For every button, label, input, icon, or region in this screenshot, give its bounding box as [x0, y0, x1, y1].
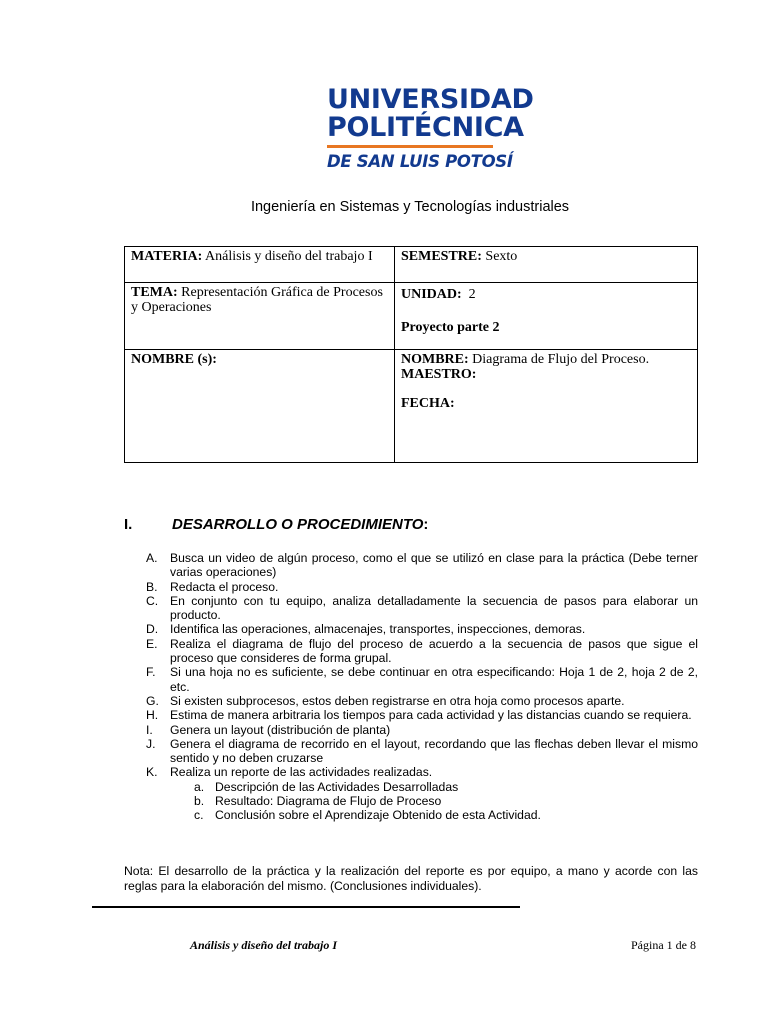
step-text: Realiza el diagrama de flujo del proceso de acuerdo a la secuencia de pasos que sigue el proceso que consideres de forma grupal.	[170, 636, 698, 666]
step-marker: E.	[146, 636, 158, 651]
list-item	[146, 594, 698, 623]
step-marker: B.	[146, 579, 158, 594]
step-text: Estima de manera arbitraria los tiempos para cada actividad y las distancias cuando se requiera.	[170, 708, 692, 723]
logo-orange-bar	[327, 145, 493, 148]
semestre-value: Sexto	[485, 249, 518, 264]
step-marker: D.	[146, 622, 159, 637]
nombre-maestro-cell	[395, 350, 698, 463]
list-item	[146, 665, 698, 694]
unidad-value: 2	[468, 287, 476, 302]
info-table	[124, 246, 698, 463]
step-marker: K.	[146, 765, 158, 780]
step-marker: C.	[146, 593, 159, 608]
substep-text: Conclusión sobre el Aprendizaje Obtenido de esta Actividad.	[215, 808, 541, 823]
materia-value: Análisis y diseño del trabajo I	[205, 249, 373, 264]
table-row	[125, 350, 698, 463]
list-item	[146, 694, 698, 708]
step-text: En conjunto con tu equipo, analiza detalladamente la secuencia de pasos para elaborar un producto.	[170, 593, 698, 623]
section-heading	[124, 516, 428, 533]
step-marker: I.	[146, 722, 153, 737]
semestre-label: SEMESTRE:	[401, 249, 482, 264]
table-row	[125, 283, 698, 350]
list-item	[146, 765, 698, 822]
substep-marker: a.	[194, 779, 205, 794]
list-item	[146, 723, 698, 737]
maestro-label: MAESTRO:	[401, 367, 477, 382]
step-marker: J.	[146, 736, 156, 751]
materia-cell	[125, 247, 395, 283]
list-item	[146, 551, 698, 580]
step-marker: G.	[146, 693, 159, 708]
section-title: DESARROLLO O PROCEDIMIENTO	[172, 516, 424, 533]
substep-text: Descripción de las Actividades Desarrolladas	[215, 779, 459, 794]
list-item	[146, 622, 698, 636]
logo-line-2: POLITÉCNICA	[327, 112, 524, 143]
procedure-steps	[146, 551, 698, 823]
proyecto-label: Proyecto parte 2	[401, 320, 500, 335]
tema-cell	[125, 283, 395, 350]
substep-text: Resultado: Diagrama de Flujo de Proceso	[215, 794, 442, 809]
step-text: Redacta el proceso.	[170, 579, 279, 594]
step-text: Si existen subprocesos, estos deben registrarse en otra hoja como procesos aparte.	[170, 693, 625, 708]
logo-line-3: DE SAN LUIS POTOSÍ	[327, 152, 513, 171]
report-substeps	[170, 780, 698, 823]
step-text: Genera el diagrama de recorrido en el layout, recordando que las flechas deben llevar el mismo sentido y no deben cruzarse	[170, 736, 698, 766]
section-colon: :	[423, 516, 429, 533]
list-item	[194, 808, 698, 822]
nombre-value: Diagrama de Flujo del Proceso.	[472, 352, 650, 367]
substep-marker: b.	[194, 794, 205, 809]
tema-value: Representación Gráfica de Procesos y Operaciones	[131, 285, 383, 315]
nombres-cell	[125, 350, 395, 463]
unidad-label: UNIDAD:	[401, 287, 462, 302]
list-item	[194, 780, 698, 794]
footer-divider	[92, 906, 520, 908]
program-title: Ingeniería en Sistemas y Tecnologías industriales	[250, 199, 570, 215]
section-number: I.	[124, 516, 133, 533]
nombre-label: NOMBRE:	[401, 352, 469, 367]
note-paragraph: Nota: El desarrollo de la práctica y la realización del reporte es por equipo, a mano y acorde con las reglas para la elaboración del mismo. (Conclusiones individuales).	[124, 864, 698, 893]
list-item	[146, 637, 698, 666]
semestre-cell	[395, 247, 698, 283]
unidad-cell	[395, 283, 698, 350]
tema-label: TEMA:	[131, 285, 178, 300]
step-marker: A.	[146, 551, 158, 565]
materia-label: MATERIA:	[131, 249, 203, 264]
step-text: Busca un video de algún proceso, como el que se utilizó en clase para la práctica (Debe terner varias operaciones)	[170, 551, 698, 580]
step-marker: H.	[146, 708, 159, 723]
logo-line-1: UNIVERSIDAD	[327, 84, 534, 115]
footer-course-name: Análisis y diseño del trabajo I	[190, 938, 338, 952]
substep-marker: c.	[194, 808, 204, 823]
fecha-label: FECHA:	[401, 396, 455, 411]
university-logo	[327, 84, 534, 172]
footer-page-number: Página 1 de 8	[631, 938, 696, 952]
step-marker: F.	[146, 665, 156, 680]
step-text: Si una hoja no es suficiente, se debe continuar en otra especificando: Hoja 1 de 2, hoja 2 de 2, etc.	[170, 665, 698, 694]
step-text: Realiza un reporte de las actividades realizadas.	[170, 765, 433, 780]
nombres-label: NOMBRE (s):	[131, 352, 217, 367]
list-item	[146, 580, 698, 594]
list-item	[146, 737, 698, 766]
list-item	[194, 794, 698, 808]
step-text: Genera un layout (distribución de planta)	[170, 722, 391, 737]
step-text: Identifica las operaciones, almacenajes, transportes, inspecciones, demoras.	[170, 622, 586, 637]
list-item	[146, 708, 698, 722]
table-row	[125, 247, 698, 283]
